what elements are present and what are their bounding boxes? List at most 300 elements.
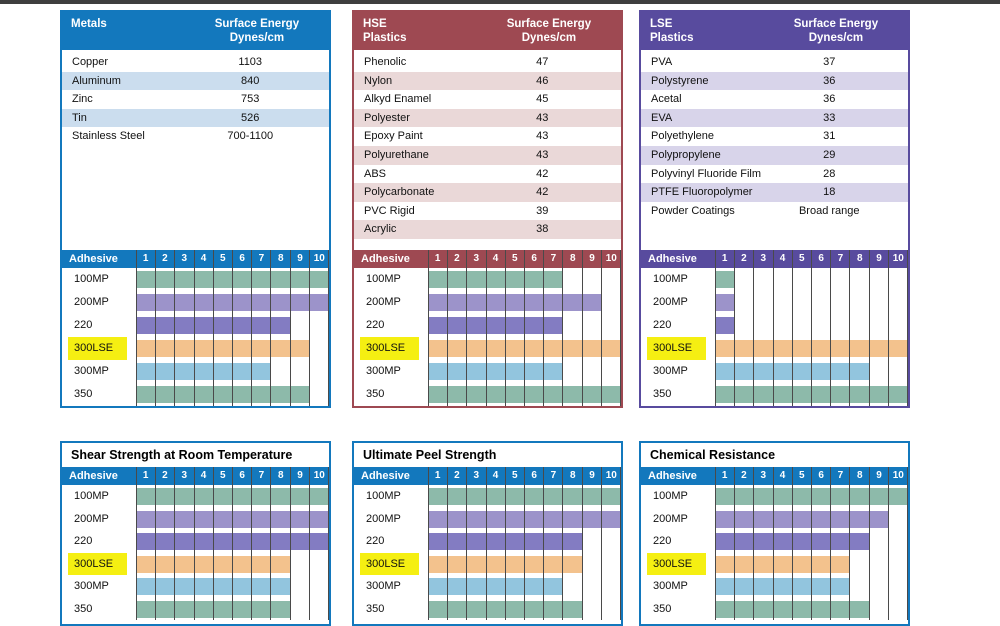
chart-grid xyxy=(428,291,621,314)
chart-row xyxy=(641,268,908,291)
column-number: 6 xyxy=(239,470,245,481)
column-number: 5 xyxy=(512,470,518,481)
surface-energy-value: 39 xyxy=(536,204,549,217)
material-name: Polyethylene xyxy=(651,130,714,143)
surface-energy-value: 753 xyxy=(241,93,260,106)
column-number: 1 xyxy=(721,253,728,264)
chemical-resistance-panel xyxy=(639,441,910,626)
column-number: 2 xyxy=(454,253,460,264)
surface-energy-value: 28 xyxy=(823,167,836,180)
column-number: 4 xyxy=(779,470,786,481)
adhesive-chart-header xyxy=(62,467,329,485)
chart-row xyxy=(641,291,908,314)
table-row xyxy=(354,72,621,91)
chart-grid xyxy=(428,598,621,621)
table-title: HSE Plastics xyxy=(363,18,407,44)
chart-rows xyxy=(62,485,329,620)
surface-energy-value: Broad range xyxy=(798,204,860,217)
adhesive-rating-chart xyxy=(62,467,329,620)
adhesive-header-label: Adhesive xyxy=(361,253,410,265)
column-number: 4 xyxy=(200,253,207,264)
table-header xyxy=(641,12,908,50)
adhesive-label: 300LSE xyxy=(360,337,419,360)
column-number: 5 xyxy=(220,253,226,264)
column-number: 8 xyxy=(856,253,863,264)
surface-energy-value: 36 xyxy=(823,93,836,106)
adhesive-chart-header xyxy=(641,467,908,485)
surface-energy-value: 1103 xyxy=(238,56,263,68)
material-name: Tin xyxy=(72,111,87,124)
adhesive-label: 300LSE xyxy=(68,553,127,576)
column-number: 8 xyxy=(277,470,284,481)
chart-grid xyxy=(715,485,908,508)
column-number: 3 xyxy=(760,470,767,481)
chart-grid xyxy=(428,268,621,291)
rating-bar xyxy=(428,294,602,311)
chart-row xyxy=(354,508,621,531)
table-row xyxy=(641,183,908,202)
material-name: Polystyrene xyxy=(651,74,709,87)
chart-row xyxy=(641,530,908,553)
material-name: Acetal xyxy=(651,93,682,106)
adhesive-label: 220 xyxy=(653,535,672,547)
chart-grid xyxy=(136,337,329,360)
material-name: PTFE Fluoropolymer xyxy=(651,186,753,199)
column-number: 4 xyxy=(492,470,499,481)
column-number: 2 xyxy=(162,470,168,481)
surface-energy-value: 526 xyxy=(241,111,260,124)
chart-row xyxy=(354,268,621,291)
column-number: 9 xyxy=(297,253,303,264)
column-numbers xyxy=(715,250,908,268)
column-number: 7 xyxy=(550,470,557,481)
rating-bar xyxy=(136,363,271,380)
rating-bar xyxy=(715,294,734,311)
surface-energy-value: 43 xyxy=(536,148,549,161)
adhesive-label: 220 xyxy=(74,319,93,331)
material-name: Aluminum xyxy=(72,74,121,87)
material-name: Polyvinyl Fluoride Film xyxy=(651,167,762,180)
chart-grid xyxy=(428,314,621,337)
adhesive-label: 100MP xyxy=(366,490,401,502)
column-number: 8 xyxy=(569,470,576,481)
table-row xyxy=(641,72,908,91)
table-row xyxy=(641,146,908,165)
rating-bar xyxy=(136,601,290,618)
rating-bar xyxy=(715,511,889,528)
column-number: 10 xyxy=(313,470,325,481)
chart-row xyxy=(354,360,621,383)
chart-row xyxy=(641,553,908,576)
table-row xyxy=(641,127,908,146)
chart-grid xyxy=(428,485,621,508)
column-number: 5 xyxy=(220,470,226,481)
chart-row xyxy=(641,485,908,508)
chart-row xyxy=(354,383,621,406)
chart-row xyxy=(62,553,329,576)
table-header xyxy=(354,12,621,50)
rating-bar xyxy=(715,386,908,403)
adhesive-header-label: Adhesive xyxy=(69,470,118,482)
column-number: 3 xyxy=(181,253,188,264)
chart-row xyxy=(641,575,908,598)
rating-bar xyxy=(428,601,582,618)
chart-row xyxy=(62,337,329,360)
rating-bar xyxy=(136,488,329,505)
adhesive-label: 100MP xyxy=(74,273,109,285)
adhesive-label: 100MP xyxy=(653,490,688,502)
chart-row xyxy=(62,314,329,337)
rating-bar xyxy=(715,533,869,550)
column-number: 4 xyxy=(779,253,786,264)
adhesive-rating-chart xyxy=(641,467,908,620)
rating-bar xyxy=(136,317,290,334)
table-title: Metals xyxy=(71,18,107,30)
column-number: 9 xyxy=(589,470,595,481)
material-name: Powder Coatings xyxy=(651,204,735,217)
table-body xyxy=(641,50,908,220)
chart-row xyxy=(641,598,908,621)
column-number: 3 xyxy=(473,470,480,481)
column-number: 7 xyxy=(258,253,265,264)
rating-bar xyxy=(428,533,582,550)
rating-bar xyxy=(428,488,621,505)
column-number: 10 xyxy=(605,470,617,481)
column-number: 6 xyxy=(818,253,824,264)
column-number: 7 xyxy=(258,470,265,481)
surface-energy-value: 45 xyxy=(536,93,549,106)
material-name: Zinc xyxy=(72,93,93,106)
page-top-strip xyxy=(0,0,1000,4)
adhesive-label: 300LSE xyxy=(360,553,419,576)
column-number: 1 xyxy=(142,470,149,481)
adhesive-label: 200MP xyxy=(366,512,401,525)
surface-energy-value: 46 xyxy=(536,74,549,87)
adhesive-label: 100MP xyxy=(653,273,688,285)
column-number: 9 xyxy=(876,253,882,264)
chart-grid xyxy=(715,268,908,291)
rating-bar xyxy=(136,533,329,550)
adhesive-label: 300LSE xyxy=(647,553,706,576)
adhesive-label: 200MP xyxy=(74,296,109,308)
table-row xyxy=(641,109,908,128)
column-number: 1 xyxy=(721,470,728,481)
chart-grid xyxy=(428,553,621,576)
material-name: PVC Rigid xyxy=(364,204,415,217)
rating-bar xyxy=(136,578,290,595)
material-name: Nylon xyxy=(364,74,393,87)
chart-rows xyxy=(641,485,908,620)
peel-strength-panel xyxy=(352,441,623,626)
chart-title: Ultimate Peel Strength xyxy=(354,443,621,467)
adhesive-label: 200MP xyxy=(653,512,688,525)
surface-energy-value: 42 xyxy=(536,167,549,180)
column-number: 10 xyxy=(313,253,325,264)
chart-row xyxy=(354,291,621,314)
chart-row xyxy=(354,575,621,598)
adhesive-header-label: Adhesive xyxy=(648,470,697,482)
adhesive-label: 200MP xyxy=(74,512,109,525)
chart-row xyxy=(641,337,908,360)
column-number: 1 xyxy=(434,470,441,481)
column-number: 10 xyxy=(892,470,904,481)
adhesive-label: 200MP xyxy=(653,296,688,308)
chart-grid xyxy=(715,553,908,576)
chart-grid xyxy=(136,360,329,383)
rating-bar xyxy=(715,578,850,595)
adhesive-label: 220 xyxy=(653,319,672,331)
chart-grid xyxy=(428,575,621,598)
column-number: 6 xyxy=(531,253,537,264)
surface-energy-value: 38 xyxy=(536,223,549,236)
table-row xyxy=(354,53,621,72)
chart-grid xyxy=(715,383,908,406)
table-row xyxy=(641,90,908,109)
rating-bar xyxy=(715,317,734,334)
table-row xyxy=(354,183,621,202)
adhesive-label: 220 xyxy=(74,535,93,547)
material-name: Stainless Steel xyxy=(72,130,145,143)
column-number: 3 xyxy=(181,470,188,481)
table-units-header: Surface Energy Dynes/cm xyxy=(214,18,300,44)
chart-row xyxy=(62,360,329,383)
surface-energy-value: 42 xyxy=(536,186,549,199)
surface-energy-value: 31 xyxy=(823,130,836,143)
chart-grid xyxy=(715,360,908,383)
adhesive-chart-header xyxy=(641,250,908,268)
adhesive-label: 350 xyxy=(653,602,672,615)
column-number: 8 xyxy=(569,253,576,264)
material-name: Copper xyxy=(72,56,109,68)
rating-bar xyxy=(136,340,310,357)
chart-row xyxy=(354,553,621,576)
chart-row xyxy=(62,383,329,406)
hse-plastics-panel xyxy=(352,10,623,408)
rating-bar xyxy=(715,363,869,380)
adhesive-chart-header xyxy=(62,250,329,268)
surface-energy-value: 43 xyxy=(536,111,549,124)
rating-bar xyxy=(136,556,290,573)
column-number: 7 xyxy=(837,470,844,481)
rating-bar xyxy=(136,511,329,528)
rating-bar xyxy=(428,271,563,288)
column-number: 3 xyxy=(473,253,480,264)
rating-bar xyxy=(136,271,329,288)
table-row xyxy=(62,53,329,72)
column-number: 6 xyxy=(531,470,537,481)
chart-grid xyxy=(136,530,329,553)
table-row xyxy=(641,202,908,221)
material-name: ABS xyxy=(364,167,387,180)
surface-energy-value: 36 xyxy=(823,74,836,87)
chart-row xyxy=(641,383,908,406)
chart-grid xyxy=(715,291,908,314)
chart-rows xyxy=(641,268,908,406)
chart-grid xyxy=(715,575,908,598)
rating-bar xyxy=(428,556,582,573)
adhesive-label: 300MP xyxy=(653,365,688,377)
table-units-header: Surface Energy Dynes/cm xyxy=(506,18,592,44)
column-number: 7 xyxy=(837,253,844,264)
adhesive-label: 100MP xyxy=(366,273,401,285)
adhesive-label: 300MP xyxy=(74,580,109,592)
rating-bar xyxy=(715,488,908,505)
chart-grid xyxy=(136,291,329,314)
rating-bar xyxy=(136,294,329,311)
chart-grid xyxy=(428,508,621,531)
table-row xyxy=(62,109,329,128)
rating-bar xyxy=(715,601,869,618)
adhesive-header-label: Adhesive xyxy=(361,470,410,482)
chart-row xyxy=(62,508,329,531)
material-name: Polypropylene xyxy=(651,148,721,161)
adhesive-label: 350 xyxy=(366,388,385,400)
material-name: PVA xyxy=(651,56,673,68)
column-number: 5 xyxy=(512,253,518,264)
adhesive-label: 100MP xyxy=(74,490,109,502)
material-name: EVA xyxy=(651,111,673,124)
metals-panel xyxy=(60,10,331,408)
chart-rows xyxy=(62,268,329,406)
adhesive-rating-chart xyxy=(354,467,621,620)
surface-energy-value: 29 xyxy=(823,148,836,161)
chart-rows xyxy=(354,268,621,406)
chart-grid xyxy=(715,314,908,337)
column-number: 2 xyxy=(741,470,747,481)
table-row xyxy=(354,90,621,109)
chart-grid xyxy=(715,530,908,553)
rating-bar xyxy=(428,340,621,357)
table-row xyxy=(354,109,621,128)
table-row xyxy=(354,220,621,239)
column-numbers xyxy=(136,250,329,268)
table-units-header: Surface Energy Dynes/cm xyxy=(793,18,879,44)
column-number: 2 xyxy=(741,253,747,264)
column-number: 2 xyxy=(454,470,460,481)
chart-row xyxy=(354,530,621,553)
column-number: 6 xyxy=(818,470,824,481)
column-number: 10 xyxy=(892,253,904,264)
chart-grid xyxy=(715,337,908,360)
chart-row xyxy=(62,598,329,621)
column-number: 4 xyxy=(492,253,499,264)
rating-bar xyxy=(428,363,563,380)
adhesive-label: 350 xyxy=(74,388,93,400)
material-name: Polyester xyxy=(364,111,410,124)
column-number: 8 xyxy=(856,470,863,481)
chart-grid xyxy=(136,268,329,291)
column-numbers xyxy=(136,467,329,485)
column-number: 10 xyxy=(605,253,617,264)
adhesive-label: 300MP xyxy=(366,580,401,592)
column-number: 9 xyxy=(297,470,303,481)
chart-row xyxy=(354,314,621,337)
adhesive-label: 300LSE xyxy=(647,337,706,360)
table-row xyxy=(354,146,621,165)
table-row xyxy=(62,90,329,109)
adhesive-label: 220 xyxy=(366,535,385,547)
chart-rows xyxy=(354,485,621,620)
chart-row xyxy=(62,268,329,291)
lse-plastics-panel xyxy=(639,10,910,408)
column-number: 2 xyxy=(162,253,168,264)
chart-row xyxy=(641,508,908,531)
chart-row xyxy=(354,337,621,360)
column-numbers xyxy=(428,250,621,268)
material-name: Polycarbonate xyxy=(364,186,435,199)
chart-row xyxy=(354,485,621,508)
adhesive-label: 350 xyxy=(366,602,385,615)
shear-strength-panel xyxy=(60,441,331,626)
table-row xyxy=(354,202,621,221)
chart-row xyxy=(354,598,621,621)
rating-bar xyxy=(136,386,310,403)
table-body xyxy=(354,50,621,239)
column-number: 9 xyxy=(589,253,595,264)
chart-grid xyxy=(136,383,329,406)
chart-grid xyxy=(136,598,329,621)
column-number: 5 xyxy=(799,470,805,481)
adhesive-chart-header xyxy=(354,250,621,268)
column-number: 4 xyxy=(200,470,207,481)
table-row xyxy=(354,127,621,146)
surface-energy-value: 47 xyxy=(536,56,549,68)
table-title: LSE Plastics xyxy=(650,18,694,44)
surface-energy-value: 18 xyxy=(823,186,836,199)
adhesive-rating-chart xyxy=(62,250,329,406)
adhesive-label: 300LSE xyxy=(68,337,127,360)
surface-energy-value: 840 xyxy=(241,74,260,87)
table-row xyxy=(354,165,621,184)
rating-bar xyxy=(715,340,908,357)
adhesive-label: 350 xyxy=(653,388,672,400)
rating-bar xyxy=(428,317,563,334)
column-number: 6 xyxy=(239,253,245,264)
material-name: Phenolic xyxy=(364,56,407,68)
column-number: 7 xyxy=(550,253,557,264)
column-number: 1 xyxy=(434,253,441,264)
surface-energy-value: 700-1100 xyxy=(227,130,274,143)
adhesive-label: 220 xyxy=(366,319,385,331)
adhesive-label: 300MP xyxy=(74,365,109,377)
adhesive-label: 200MP xyxy=(366,296,401,308)
chart-grid xyxy=(428,337,621,360)
chart-row xyxy=(62,575,329,598)
rating-bar xyxy=(428,511,621,528)
adhesive-label: 300MP xyxy=(366,365,401,377)
rating-bar xyxy=(715,556,850,573)
material-name: Polyurethane xyxy=(364,148,429,161)
column-number: 1 xyxy=(142,253,149,264)
table-row xyxy=(62,72,329,91)
adhesive-header-label: Adhesive xyxy=(69,253,118,265)
chart-row xyxy=(641,314,908,337)
chart-row xyxy=(62,291,329,314)
chart-grid xyxy=(428,383,621,406)
table-row xyxy=(62,127,329,146)
column-number: 3 xyxy=(760,253,767,264)
rating-bar xyxy=(715,271,734,288)
chart-row xyxy=(641,360,908,383)
surface-energy-value: 33 xyxy=(823,111,836,124)
adhesive-rating-chart xyxy=(641,250,908,406)
column-numbers xyxy=(428,467,621,485)
material-name: Epoxy Paint xyxy=(364,130,423,143)
surface-energy-value: 37 xyxy=(823,56,836,68)
adhesive-label: 300MP xyxy=(653,580,688,592)
adhesive-label: 350 xyxy=(74,602,93,615)
table-row xyxy=(641,53,908,72)
